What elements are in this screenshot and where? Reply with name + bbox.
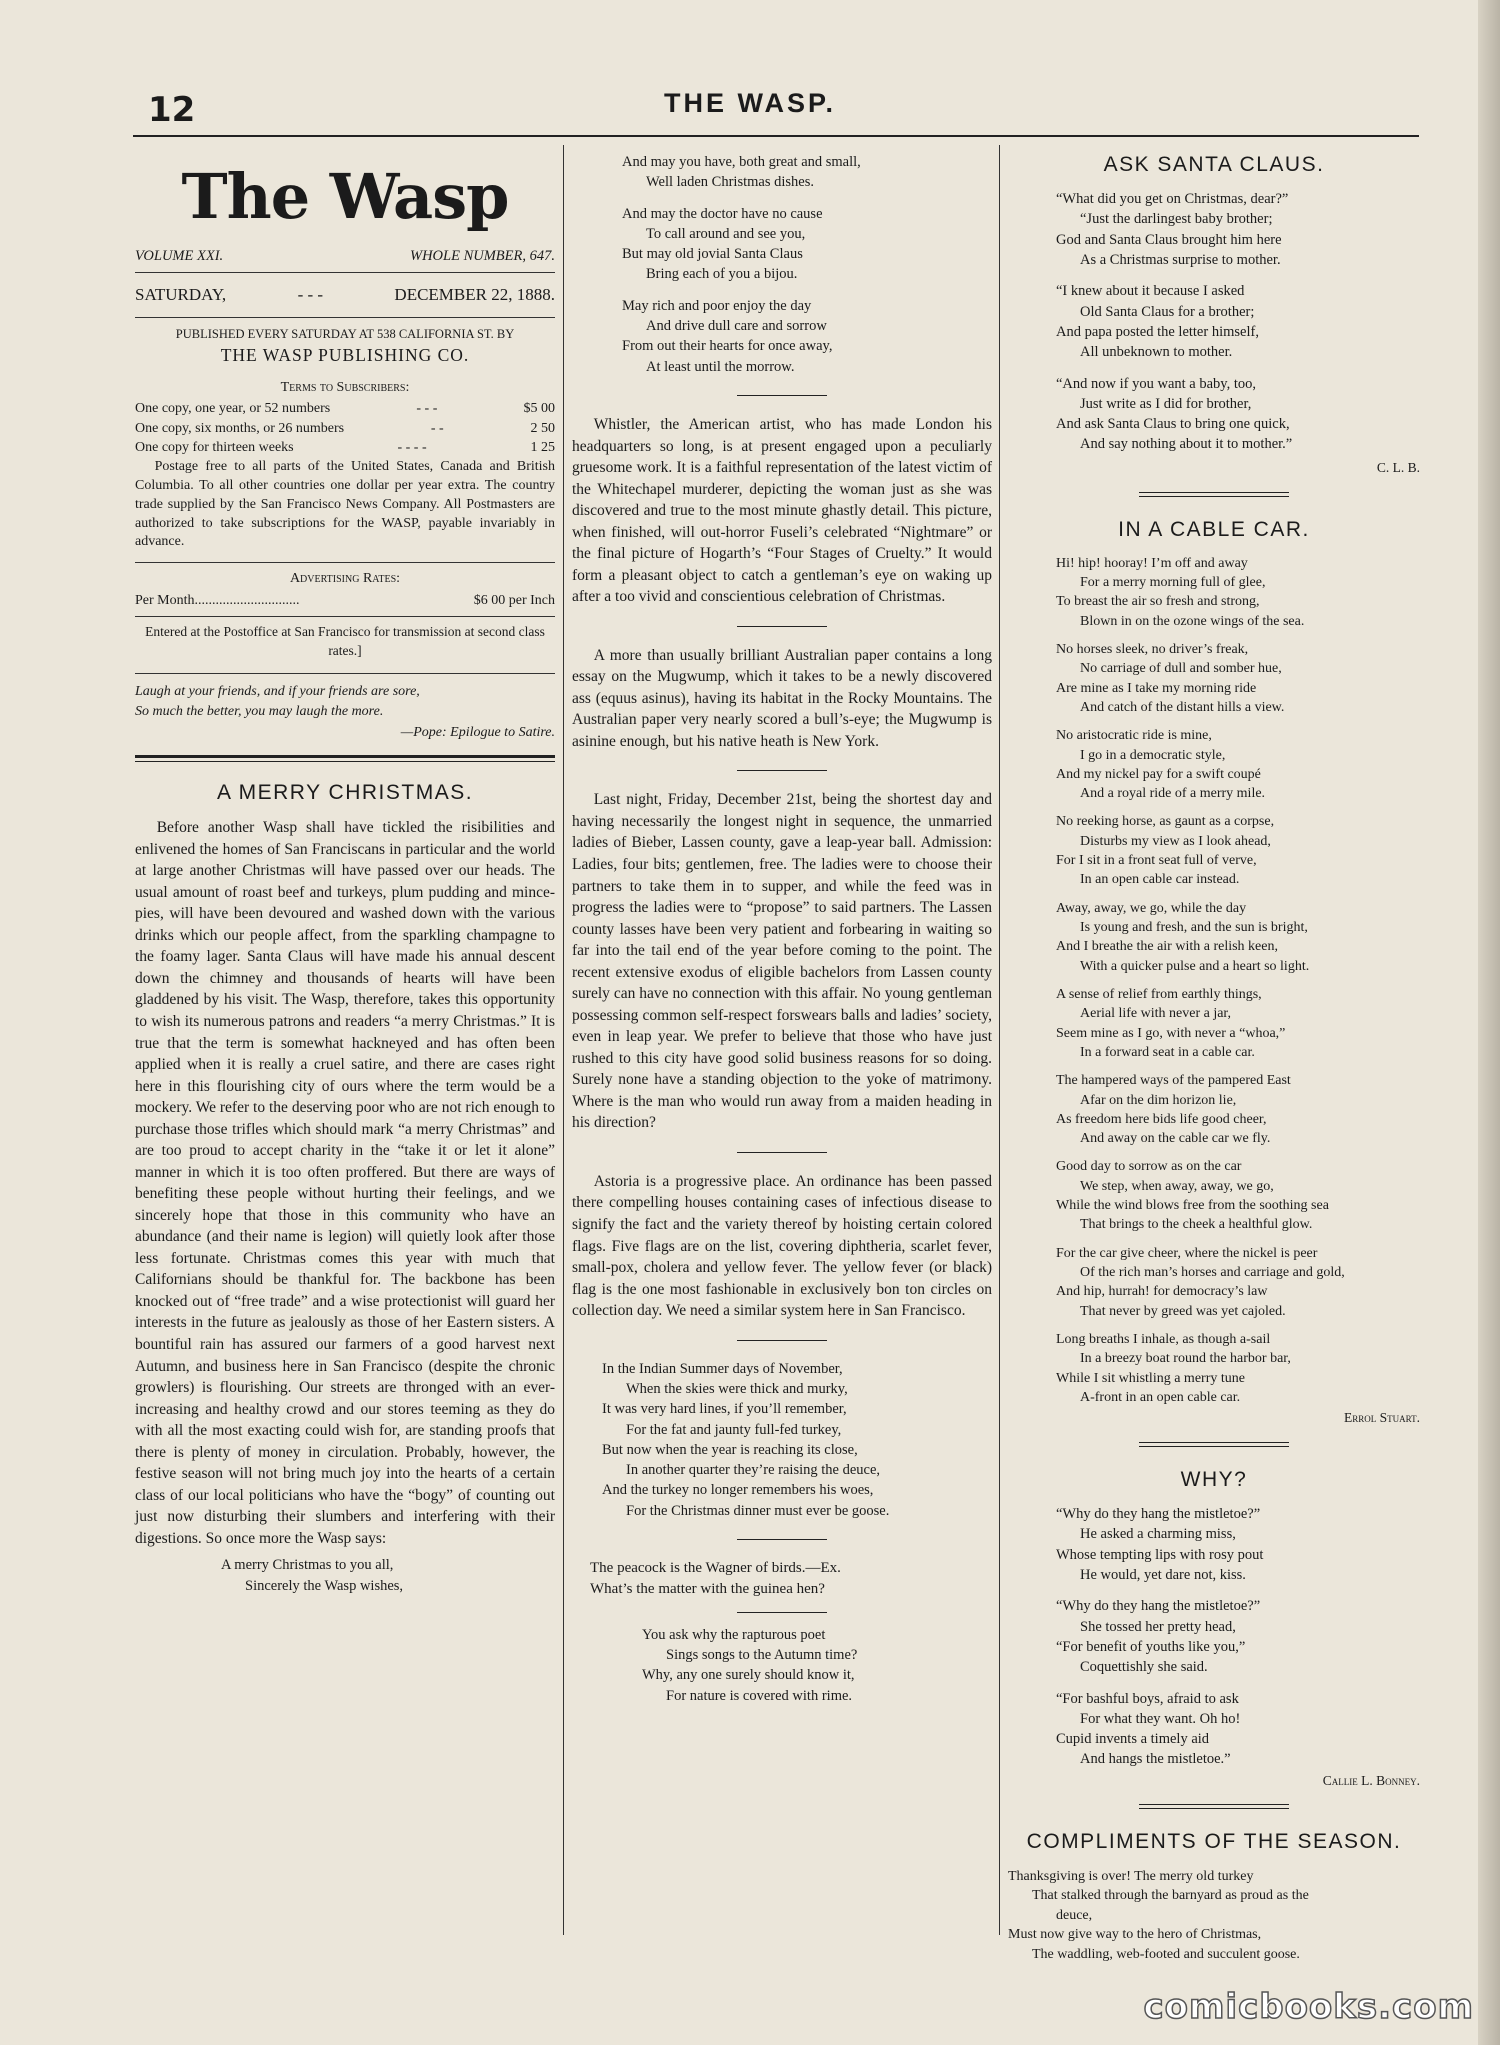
separator [737, 1539, 827, 1540]
rule [135, 673, 555, 674]
separator [737, 395, 827, 396]
column-rule-1 [563, 145, 564, 1935]
separator [737, 1612, 827, 1613]
column-rule-2 [999, 145, 1000, 1935]
top-rule [133, 135, 1419, 137]
separator [737, 1152, 827, 1153]
volume-line [135, 246, 555, 266]
poem-title-compliments: COMPLIMENTS OF THE SEASON. [1026, 1830, 1402, 1854]
watermark: comicbooks.com [1143, 1987, 1474, 2027]
rule [135, 616, 555, 617]
separator [1139, 492, 1289, 497]
column-3 [1008, 150, 1420, 1977]
poem-title-santa: ASK SANTA CLAUS. [1103, 153, 1325, 176]
author-santa: C. L. B. [1376, 459, 1420, 475]
article-body: Before another Wasp shall have tickled the risibilities and enlivened the homes of San Franciscans in particular and the world at large another Christmas will have passed over our heads. The usual amount of roast beef and turkeys, plum pudding and mince-pies, will have been devoured and washed down with the various drinks which our people affect, from the sparkling champagne to the foamy lager. Santa Claus will have made his annual descent down the chimney and thousands of hearts will have been gladdened by his visit. The Wasp, therefore, takes this opportunity to wish its numerous patrons and readers “a merry Christmas.” It is true that the term is somewhat hackneyed and has often been applied when it is really a cruel satire, and there are cases right here in this flourishing city of ours where the term would be a mockery. We refer to the deserving poor who are not rich enough to purchase those trifles which should mark “a merry Christmas” and are too proud to accept charity in the “take it or let it alone” manner in which it is too often proffered. But there are ways of benefiting these people without hurting their feelings, and we sincerely hope that those in this community who have an abundance (and their name is legion) will quietly look after those less fortunate. Christmas comes this year with much that Californians should be thankful for. The backbone has been knocked out of “free trade” and a wise protectionist will guard her interests in the future as jealously as those of her Eastern sisters. A bountiful rain has assured our farmers of a good harvest next Autumn, and business here in San Francisco (despite the chronic growlers) is flourishing. Our streets are thronged with an ever-increasing and healthy crowd and our stores teeming as they do with all the most exacting could wish for, are standing proofs that there is plenty of money in circulation. Probably, however, the festive season will not bring much joy into the hearts of a certain class of our local politicians who have the “bogy” of counting out just now disturbing their slumbers and interfering with their digestions. So once more the Wasp says: [135, 819, 555, 1547]
column-2 [572, 150, 992, 1718]
poem-title-why: WHY? [1180, 1467, 1248, 1491]
advertising-heading: Advertising Rates: [289, 571, 401, 587]
terms-list [135, 399, 555, 458]
rule [135, 272, 555, 273]
rule [135, 317, 555, 318]
terms-row: One copy, one year, or 52 numbers - - - $5 00 [135, 401, 555, 417]
australian-paragraph: A more than usually brilliant Australian paper contains a long essay on the Mugwump, which it takes to be a newly discovered ass (equus asinus), having its habitat in the Rocky Mountains. The Australian paper very nearly scored a bull’s-eye; the Mugwump is asinine enough, but his native heath is New York. [572, 646, 992, 750]
poem-cable: Hi! hip! hooray! I’m off and away For a merry morning full of glee, To breast the air so fresh and strong, Blown in on the ozone wings of the sea. No horses sleek, no driver’s freak, No carriage of dull and somber hue, Are mine as I take my morning ride And catch of the distant hills a view. No aristocratic ride is mine, I go in a democratic style, And my nickel pay for a swift coupé And a royal ride of a merry mile. No reeking horse, as gaunt as a corpse, Disturbs my view as I look ahead, For I sit in a front seat full of verve, In an open cable car instead. Away, away, we go, while the day Is young and fresh, and the sun is bright, And I breathe the air with a relish keen, With a quicker pulse and a heart so light. A sense of relief from earthly things, Aerial life with never a jar, Seem mine as I go, with never a “whoa,” In a forward seat in a cable car. The hampered ways of the pampered East Afar on the dim horizon lie, As freedom here bids life good cheer, And away on the cable car we fly. Good day to sorrow as on the car We step, when away, away, we go, While the wind blows free from the soothing sea That brings to the cheek a healthful glow. For the car give cheer, where the nickel is peer Of the rich man’s horses and carriage and gold, And hip, hurrah! for democracy’s law That never by greed was yet cajoled. Long breaths I inhale, as though a-sail In a breezy boat round the harbor bar, While I sit whistling a merry tune A-front in an open cable car. [1056, 555, 1345, 1405]
terms-row: One copy, six months, or 26 numbers - - 2 50 [135, 420, 555, 436]
advertising-row: Per Month.............................. $6 00 per Inch [135, 592, 555, 608]
guinea-line: What’s the matter with the guinea hen? [590, 1580, 825, 1597]
whole-number: WHOLE NUMBER, 647. [410, 248, 555, 265]
date: DECEMBER 22, 1888. [394, 285, 555, 305]
separator [737, 626, 827, 627]
peacock-line: The peacock is the Wagner of birds.—Ex. [590, 1560, 841, 1576]
author-why: Callie L. Bonney. [1322, 1772, 1420, 1788]
motto-attribution: —Pope: Epilogue to Satire. [400, 724, 555, 740]
motto: Laugh at your friends, and if your friends are sore, So much the better, you may laugh the more. —Pope: Epilogue to Satire. [135, 682, 555, 743]
article-title: A MERRY CHRISTMAS. [216, 781, 474, 805]
separator [1139, 1442, 1289, 1447]
entered-note: Entered at the Postoffice at San Francisco for transmission at second class rates.] [145, 624, 545, 659]
postage-note: Postage free to all parts of the United States, Canada and British Columbia. To all other countries one dollar per year extra. The country trade supplied by the San Francisco News Company. All Postmasters are authorized to take subscriptions for the WASP, payable invariably in advance. [135, 458, 555, 550]
poem-title-cable: IN A CABLE CAR. [1118, 517, 1310, 541]
poem-compliments: Thanksgiving is over! The merry old turkey That stalked through the barnyard as proud as the deuce, Must now give way to the hero of Christmas, The waddling, web-footed and succulent goose. [1008, 1868, 1309, 1962]
terms-heading: Terms to Subscribers: [280, 379, 410, 395]
published-line: PUBLISHED EVERY SATURDAY AT 538 CALIFORNIA ST. BY [175, 326, 515, 341]
page-edge [1478, 0, 1500, 2045]
terms-row: One copy for thirteen weeks - - - - 1 25 [135, 440, 555, 456]
page-number: 12 [148, 90, 196, 130]
separator [737, 770, 827, 771]
author-cable: Errol Stuart. [1344, 1410, 1420, 1426]
running-head: THE WASP. [663, 88, 837, 118]
poem-santa: “What did you get on Christmas, dear?” “Just the darlingest baby brother; God and Santa Claus brought him here As a Christmas surprise to mother. “I knew about it because I asked Old Santa Claus for a brother; And papa posted the letter himself, All unbeknown to mother. “And now if you want a baby, too, Just write as I did for brother, And ask Santa Claus to bring one quick, And say nothing about it to mother.” [1056, 191, 1293, 453]
bieber-paragraph: Last night, Friday, December 21st, being the shortest day and having necessarily the longest night in sequence, the unmarried ladies of Bieber, Lassen county, gave a leap-year ball. Admission: Ladies, four bits; gentlemen, free. The ladies were to choose their partners to take them in to supper, and while the feed was in progress the ladies were to “propose” to said partners. The Lassen county lasses have been very patient and forbearing in waiting so far into the tail end of the year before coming to the point. The recent extensive exodus of eligible bachelors from Lassen county surely can have no connection with this affair. No young gentleman possessing common self-respect forswears balls and ladies’ society, even in leap year. We prefer to believe that those who have just rushed to this city have good solid business reasons for so doing. Surely none have a standing objection to the yoke of matrimony. Where is the man who would run away from a maiden heading in his direction? [572, 791, 992, 1132]
poem-why: “Why do they hang the mistletoe?” He asked a charming miss, Whose tempting lips with rosy pout He would, yet dare not, kiss. “Why do they hang the mistletoe?” She tossed her pretty head, “For benefit of youths like you,” Coquettishly she said. “For bashful boys, afraid to ask For what they want. Oh ho! Cupid invents a timely aid And hangs the mistletoe.” [1056, 1506, 1264, 1768]
rule [135, 562, 555, 563]
column-1 [135, 150, 555, 1608]
heavy-rule [135, 755, 555, 762]
closing-lines: A merry Christmas to you all, Sincerely the Wasp wishes, [221, 1557, 404, 1594]
turkey-poem: In the Indian Summer days of November, When the skies were thick and murky, It was very hard lines, if you’ll remember, For the fat and jaunty full-fed turkey, But now when the year is reaching its close, In another quarter they’re raising the deuce, And the turkey no longer remembers his woes, For the Christmas dinner must ever be goose. [602, 1360, 890, 1519]
rime-poem: You ask why the rapturous poet Sings songs to the Autumn time? Why, any one surely should know it, For nature is covered with rime. [642, 1626, 858, 1704]
separator [1139, 1804, 1289, 1809]
day: SATURDAY, [135, 285, 227, 305]
astoria-paragraph: Astoria is a progressive place. An ordinance has been passed there compelling houses containing cases of infectious disease to signify the fact and the variety thereof by hoisting certain colored flags. Five flags are on the list, covering diphtheria, scarlet fever, small-pox, cholera and yellow fever. The yellow fever (or black) flag is the one most fashionable in exclusively bon ton circles on collection day. We need a similar system here in San Francisco. [572, 1172, 992, 1320]
separator [737, 1340, 827, 1341]
publisher: THE WASP PUBLISHING CO. [220, 345, 470, 366]
volume: VOLUME XXI. [135, 248, 224, 265]
whistler-paragraph: Whistler, the American artist, who has made London his headquarters so long, is at present engaged upon a peculiarly gruesome work. It is a faithful representation of the latest victim of the Whitechapel murderer, depicting the woman just as she was discovered and true to the most minute ghastly detail. This picture, when finished, will out-horror Fuseli’s celebrated “Nightmare” or the final picture of Hogarth’s “Four Stages of Cruelty.” It would form a pleasant object to catch a gentleman’s eye on waking up after a too vivid and conscientious celebration of Christmas. [572, 415, 992, 606]
masthead-title: The Wasp [181, 160, 509, 233]
poem-continued: And may you have, both great and small, Well laden Christmas dishes. And may the doctor have no cause To call around and see you, But may old jovial Santa Claus Bring each of you a bijou. May rich and poor enjoy the day And drive dull care and sorrow From out their hearts for once away, At least until the morrow. [622, 154, 861, 375]
date-dashes: - - - [297, 285, 324, 305]
dateline [135, 279, 555, 311]
